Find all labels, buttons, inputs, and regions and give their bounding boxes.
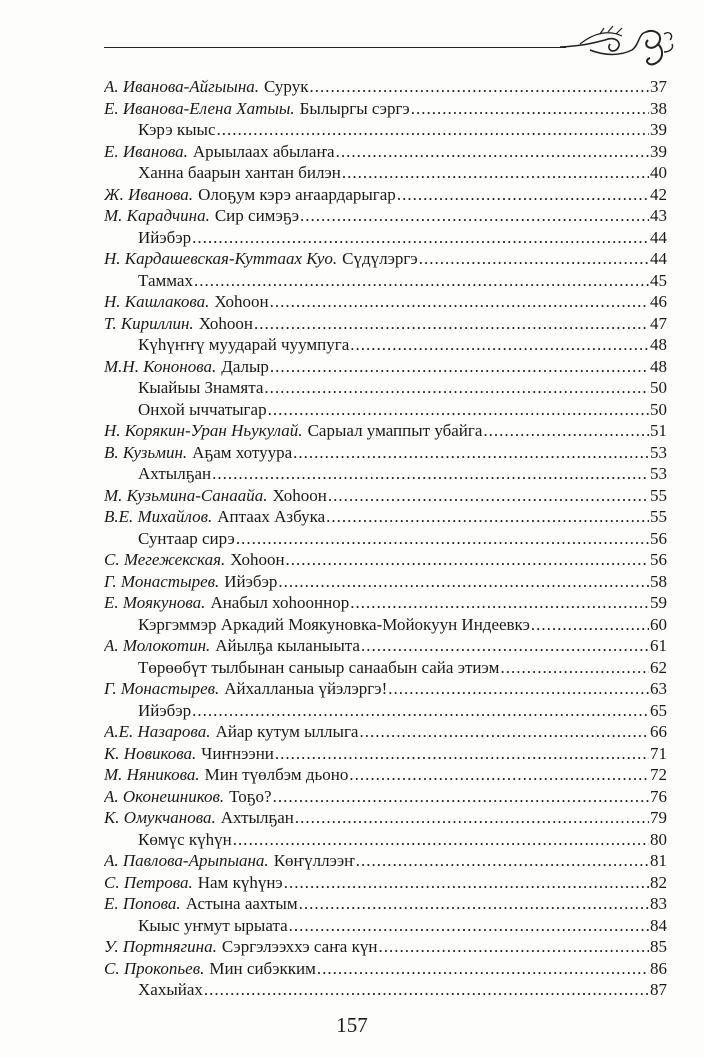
entry-author: М. Кузьмина-Санаайа. [104,485,268,505]
entry-title: Ийэбэр [138,227,192,247]
entry-author: К. Новикова. [104,743,197,763]
dot-leader [284,872,649,894]
toc-entry [104,700,667,722]
entry-title: Мин түөлбэм дьоно [204,765,349,784]
entry-title: Чиҥнээни [201,743,274,763]
entry-page-number: 42 [650,184,667,204]
entry-page-number: 38 [650,98,667,118]
dot-leader [254,313,649,335]
toc-entry [104,571,667,593]
dot-leader [342,162,649,184]
entry-page-number: 48 [650,335,667,354]
toc-entry [104,979,667,1001]
entry-title: Кэрэ кыыс [138,120,216,139]
entry-title: Кыыс уҥмут ырыата [138,915,288,935]
entry-author: М. Няникова. [104,765,200,784]
entry-page-number: 48 [650,356,667,376]
entry-author: Н. Кашлакова. [104,292,210,311]
flourish-ornament-icon [560,22,676,66]
entry-title: Арыылаах абылаҥа [192,141,335,161]
dot-leader [356,850,649,872]
toc-entry [104,270,667,292]
dot-leader [317,958,649,980]
entry-title: Хоһоон [272,485,327,505]
toc-entry [104,743,667,765]
toc-entry [104,872,667,894]
toc-entry [104,786,667,808]
entry-page-number: 59 [650,593,667,612]
entry-title: Хахыйах [138,980,203,999]
entry-page-number: 62 [650,657,667,677]
dot-leader [500,657,649,679]
toc-entry [104,549,667,571]
dot-leader [270,291,649,313]
dot-leader [397,184,649,206]
entry-page-number: 58 [650,571,667,591]
entry-title: Астына аахтым [185,894,298,913]
entry-title: Далыр [221,356,269,376]
dot-leader [289,915,649,937]
dot-leader [300,205,649,227]
dot-leader [350,592,649,614]
dot-leader [411,98,649,120]
entry-title: Нам күһүнэ [197,872,283,892]
toc-entry [104,442,667,464]
entry-page-number: 80 [650,829,667,849]
toc-entry [104,678,667,700]
entry-title: Ийэбэр [138,700,192,720]
toc-entry [104,162,667,184]
entry-page-number: 87 [650,980,667,999]
entry-title: Күһүҥҥү муударай чуумпуга [138,335,350,354]
entry-page-number: 37 [650,77,667,96]
toc-entry [104,614,667,636]
entry-title: Онхой ыччатыгар [138,399,267,419]
toc-entry [104,420,667,442]
entry-title: Айар кутум ыллыга [215,722,359,741]
dot-leader [233,829,649,851]
dot-leader [378,936,649,958]
entry-page-number: 56 [650,550,667,569]
entry-author: Е. Иванова. [104,141,188,161]
entry-author: Е. Иванова-Елена Хатыы. [104,98,295,118]
entry-page-number: 72 [650,765,667,784]
entry-page-number: 39 [650,120,667,139]
dot-leader [419,248,649,270]
toc-entry [104,592,667,614]
entry-page-number: 79 [650,808,667,827]
entry-title: Анабыл хоһооннор [210,593,350,612]
dot-leader [194,270,649,292]
entry-title: Олоҕум кэрэ аҥаардарыгар [198,184,396,204]
entry-page-number: 85 [650,937,667,956]
dot-leader [309,76,649,98]
entry-author: М. Карадчина. [104,206,210,225]
entry-author: В. Кузьмин. [104,442,188,462]
entry-title: Таммах [138,270,193,290]
page-number: 157 [336,1013,368,1037]
toc-entry [104,356,667,378]
entry-author: А. Молокотин. [104,636,211,655]
entry-page-number: 43 [650,206,667,225]
dot-leader [350,334,649,356]
entry-page-number: 86 [650,958,667,978]
dot-leader [204,979,649,1001]
entry-author: К. Омукчанова. [104,808,216,827]
entry-author: А.Е. Назарова. [104,722,211,741]
toc-entry [104,829,667,851]
entry-title: Хоһоон [198,313,253,333]
entry-author: М.Н. Кононова. [104,356,217,376]
toc-entry [104,291,667,313]
entry-page-number: 47 [650,313,667,333]
entry-title: Сарыал умаппыт убайга [307,421,483,440]
entry-page-number: 56 [650,528,667,548]
entry-title: Айылҕа кыланыыта [215,636,360,655]
toc-entry [104,936,667,958]
entry-title: Сүдүлэргэ [342,249,418,268]
toc-entry [104,958,667,980]
entry-author: Г. Монастырев. [104,679,220,698]
entry-page-number: 55 [650,507,667,526]
entry-page-number: 82 [650,872,667,892]
toc-entry [104,657,667,679]
entry-author: Е. Попова. [104,894,181,913]
dot-leader [192,227,649,249]
entry-title: Төрөөбүт тылбынан саныыр санаабын сайа этиэм [138,657,500,677]
entry-title: Сунтаар сирэ [138,528,235,548]
entry-author: С. Мегежекская. [104,550,226,569]
dot-leader [295,807,649,829]
entry-title: Аҕам хотуура [192,442,293,462]
toc-entry [104,184,667,206]
dot-leader [236,528,649,550]
dot-leader [483,420,649,442]
toc-entry [104,98,667,120]
dot-leader [336,141,649,163]
dot-leader [326,506,649,528]
entry-page-number: 51 [650,421,667,440]
entry-title: Сурук [264,77,309,96]
entry-title: Кэргэммэр Аркадий Моякуновка-Мойокуун Индеевкэ [138,614,530,634]
toc-entry [104,377,667,399]
entry-title: Ахтылҕан [138,464,212,483]
entry-page-number: 40 [650,163,667,182]
entry-author: А. Оконешников. [104,786,225,806]
entry-title: Сэргэлээххэ саҥа күн [221,937,378,956]
toc-entry [104,313,667,335]
entry-page-number: 55 [650,485,667,505]
entry-author: Е. Моякунова. [104,593,206,612]
entry-page-number: 60 [650,614,667,634]
entry-page-number: 45 [650,270,667,290]
entry-title: Айхалланыа үйэлэргэ! [224,679,388,698]
entry-title: Ахтылҕан [220,808,294,827]
entry-title: Ханна баарын хантан билэн [138,163,341,182]
toc-entry [104,205,667,227]
entry-title: Көҥүллээҥ [273,851,355,870]
toc-entry [104,227,667,249]
toc-entry [104,76,667,98]
entry-title: Аптаах Азбука [217,507,326,526]
entry-page-number: 84 [650,915,667,935]
dot-leader [328,485,649,507]
entry-author: В.Е. Михайлов. [104,507,213,526]
entry-title: Хоһоон [230,550,285,569]
entry-author: Н. Корякин-Уран Ньукулай. [104,421,303,440]
dot-leader [286,549,649,571]
entry-title: Сир симэҕэ [214,206,299,225]
dot-leader [273,786,649,808]
entry-page-number: 44 [650,227,667,247]
entry-title: Ийэбэр [224,571,278,591]
entry-author: Н. Кардашевская-Куттаах Куо. [104,249,338,268]
dot-leader [531,614,649,636]
entry-page-number: 44 [650,249,667,268]
entry-page-number: 66 [650,722,667,741]
toc-entry [104,764,667,786]
toc-entry [104,915,667,937]
entry-title: Мин сибэкким [209,958,316,978]
header-rule [104,47,566,48]
toc-entry [104,399,667,421]
toc-entry [104,893,667,915]
entry-title: Көмүс күһүн [138,829,232,849]
toc-entry [104,721,667,743]
entry-page-number: 39 [650,141,667,161]
dot-leader [293,442,649,464]
toc-entry [104,850,667,872]
dot-leader [217,119,649,141]
dot-leader [212,463,649,485]
entry-page-number: 53 [650,442,667,462]
toc-entry [104,807,667,829]
entry-author: Ж. Иванова. [104,184,194,204]
entry-author: С. Петрова. [104,872,193,892]
entry-page-number: 46 [650,292,667,311]
entry-page-number: 76 [650,786,667,806]
entry-title: Былыргы сэргэ [299,98,410,118]
dot-leader [275,743,649,765]
entry-title: Хоһоон [214,292,269,311]
entry-title: Кыайыы Знамята [138,378,264,397]
dot-leader [192,700,649,722]
toc-entry [104,485,667,507]
toc-entry [104,334,667,356]
toc-entry [104,635,667,657]
toc-entry [104,528,667,550]
toc-entry [104,248,667,270]
dot-leader [361,635,649,657]
entry-author: С. Прокопьев. [104,958,205,978]
dot-leader [270,356,649,378]
dot-leader [359,721,649,743]
toc-entry [104,463,667,485]
entry-page-number: 53 [650,464,667,483]
entry-page-number: 71 [650,743,667,763]
table-of-contents [104,76,667,1001]
entry-title: Тоҕо? [229,786,272,806]
dot-leader [268,399,649,421]
toc-entry [104,119,667,141]
dot-leader [349,764,649,786]
entry-author: У. Портнягина. [104,937,217,956]
toc-entry [104,141,667,163]
entry-page-number: 50 [650,378,667,397]
entry-author: Т. Кириллин. [104,313,194,333]
entry-page-number: 81 [650,851,667,870]
dot-leader [388,678,649,700]
entry-page-number: 65 [650,700,667,720]
entry-author: А. Павлова-Арыпыана. [104,851,269,870]
toc-entry [104,506,667,528]
entry-page-number: 61 [650,636,667,655]
entry-page-number: 63 [650,679,667,698]
entry-page-number: 83 [650,894,667,913]
dot-leader [278,571,649,593]
dot-leader [299,893,649,915]
dot-leader [264,377,649,399]
entry-author: А. Иванова-Айгыына. [104,77,260,96]
entry-page-number: 50 [650,399,667,419]
entry-author: Г. Монастырев. [104,571,220,591]
